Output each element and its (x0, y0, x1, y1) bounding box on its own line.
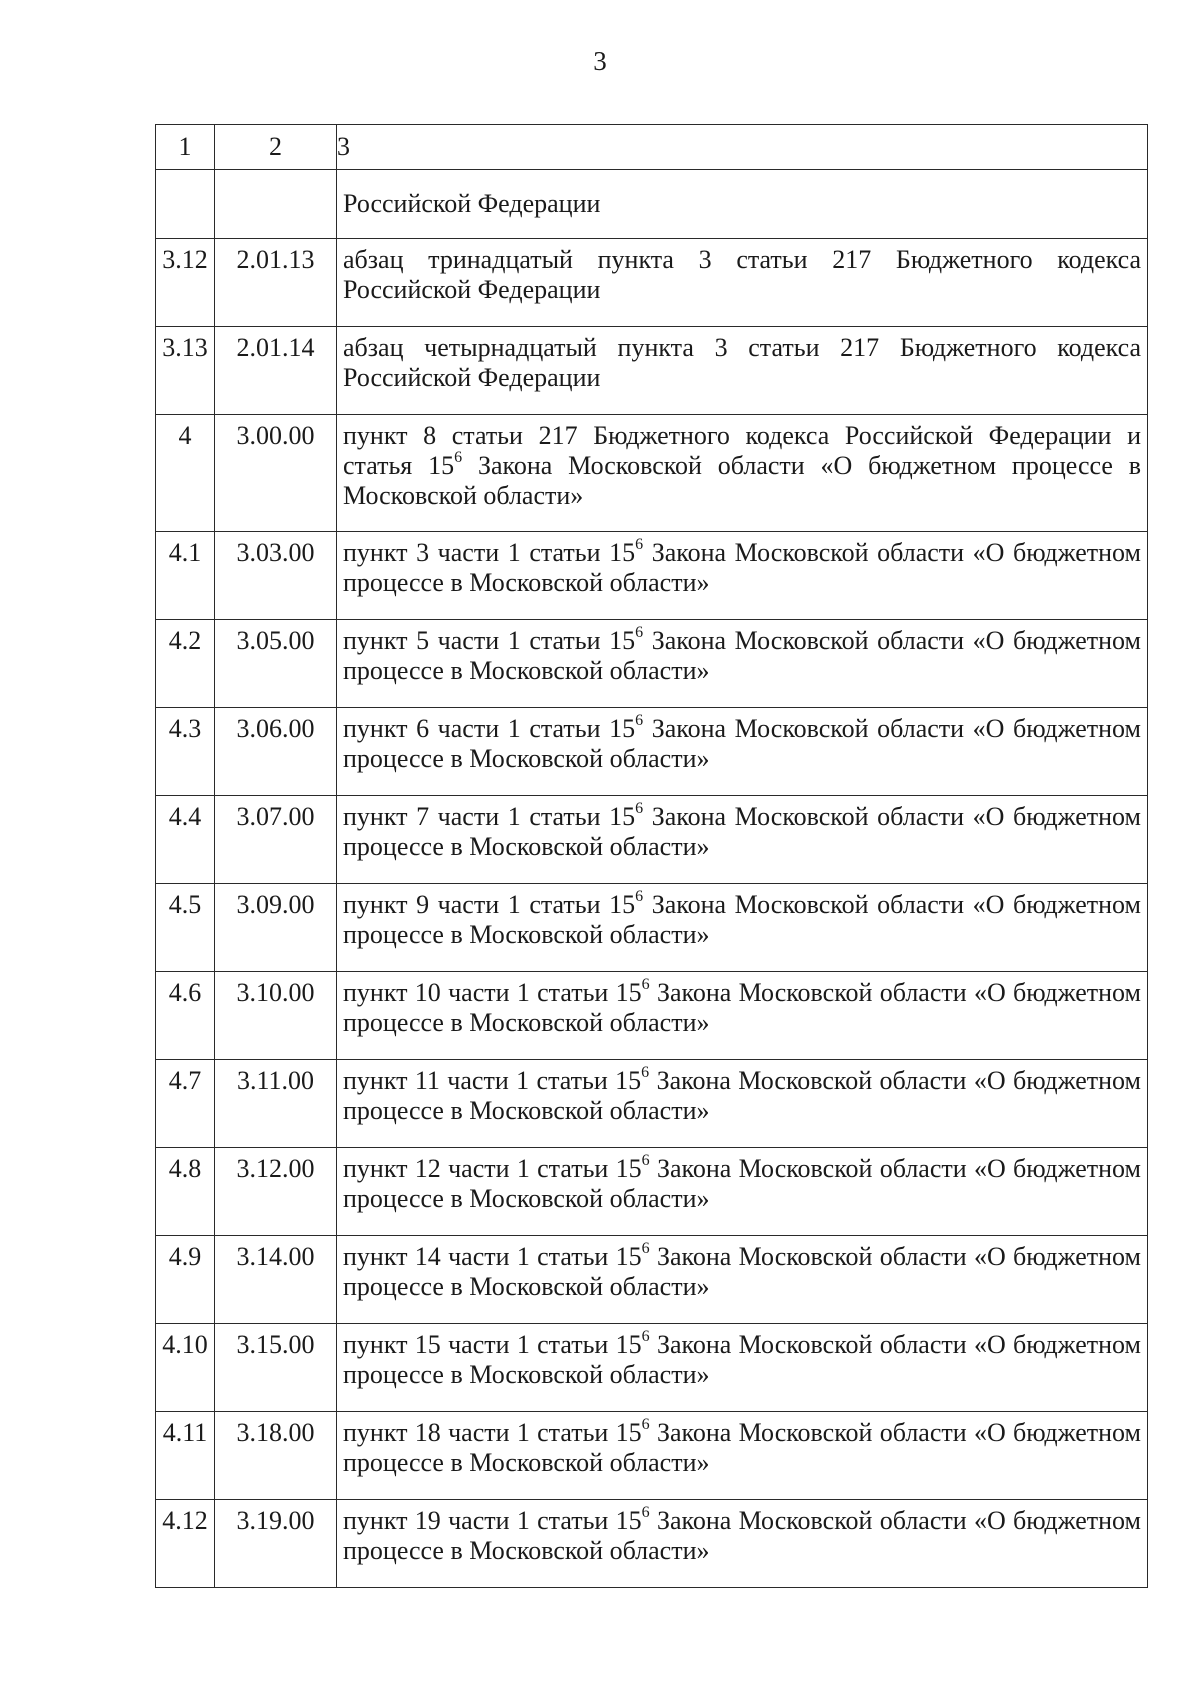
header-row (156, 125, 1148, 170)
row-text-main: пункт 15 части 1 статьи 15 (343, 1330, 642, 1359)
row-text-rest: Закона Московской области «О бюджетном процессе в Московской области» (343, 538, 1141, 597)
row-text (337, 415, 1148, 532)
row-text-rest: Закона Московской области «О бюджетном процессе в Московской области» (343, 1506, 1141, 1565)
row-number: 4.8 (156, 1148, 215, 1236)
row-number: 4.7 (156, 1060, 215, 1148)
row-code: 3.10.00 (215, 972, 337, 1060)
table-row (156, 972, 1148, 1060)
row-text-main: пункт 5 части 1 статьи 15 (343, 626, 636, 655)
table-row (156, 1148, 1148, 1236)
row-text (337, 1148, 1148, 1236)
table-row (156, 1412, 1148, 1500)
table-row (156, 708, 1148, 796)
table-row (156, 415, 1148, 532)
table-row (156, 1500, 1148, 1588)
header-col-3: 3 (337, 125, 1148, 170)
row-text-rest: Закона Московской области «О бюджетном процессе в Московской области» (343, 978, 1141, 1037)
article-superscript: 6 (635, 624, 644, 642)
row-code: 3.06.00 (215, 708, 337, 796)
row-code: 3.14.00 (215, 1236, 337, 1324)
article-superscript: 6 (641, 1240, 650, 1258)
row-text (337, 1060, 1148, 1148)
row-code: 3.09.00 (215, 884, 337, 972)
row-text (337, 620, 1148, 708)
row-text-rest: Закона Московской области «О бюджетном процессе в Московской области» (343, 451, 1141, 510)
table-row (156, 327, 1148, 415)
article-superscript: 6 (641, 1328, 650, 1346)
row-text-main: абзац четырнадцатый пункта 3 статьи 217 Бюджетного кодекса Российской Федерации (343, 333, 1141, 392)
row-code: 3.12.00 (215, 1148, 337, 1236)
row-code: 3.00.00 (215, 415, 337, 532)
row-number: 4.5 (156, 884, 215, 972)
page-number: 3 (593, 46, 607, 76)
row-text-main: пункт 11 части 1 статьи 15 (343, 1066, 642, 1095)
row-code: 2.01.14 (215, 327, 337, 415)
row-code: 3.05.00 (215, 620, 337, 708)
row-number: 3.13 (156, 327, 215, 415)
row-number: 4.1 (156, 532, 215, 620)
row-code: 3.15.00 (215, 1324, 337, 1412)
row-text (337, 1324, 1148, 1412)
table-row (156, 532, 1148, 620)
article-superscript: 6 (641, 1416, 650, 1434)
row-number: 4 (156, 415, 215, 532)
row-code: 3.18.00 (215, 1412, 337, 1500)
row-code: 3.03.00 (215, 532, 337, 620)
row-text (337, 708, 1148, 796)
row-code: 3.19.00 (215, 1500, 337, 1588)
row-text-rest: Закона Московской области «О бюджетном процессе в Московской области» (343, 890, 1141, 949)
table-row (156, 796, 1148, 884)
table-row (156, 239, 1148, 327)
article-superscript: 6 (635, 536, 644, 554)
continuation-text: Российской Федерации (337, 170, 1148, 239)
article-superscript: 6 (454, 449, 463, 467)
article-superscript: 6 (641, 976, 650, 994)
row-text-rest: Закона Московской области «О бюджетном процессе в Московской области» (343, 1418, 1141, 1477)
row-text-main: абзац тринадцатый пункта 3 статьи 217 Бюджетного кодекса Российской Федерации (343, 245, 1141, 304)
row-number: 4.6 (156, 972, 215, 1060)
row-text (337, 884, 1148, 972)
row-text-main: пункт 3 части 1 статьи 15 (343, 538, 636, 567)
continuation-code (215, 170, 337, 239)
row-text (337, 1236, 1148, 1324)
header-col-2: 2 (215, 125, 337, 170)
row-text-main: пункт 10 части 1 статьи 15 (343, 978, 642, 1007)
row-number: 4.4 (156, 796, 215, 884)
row-text-rest: Закона Московской области «О бюджетном процессе в Московской области» (343, 1154, 1141, 1213)
article-superscript: 6 (635, 888, 644, 906)
article-superscript: 6 (641, 1504, 650, 1522)
row-text-rest: Закона Московской области «О бюджетном процессе в Московской области» (343, 714, 1141, 773)
row-text-main: пункт 18 части 1 статьи 15 (343, 1418, 642, 1447)
continuation-num (156, 170, 215, 239)
article-superscript: 6 (641, 1152, 650, 1170)
row-text-rest: Закона Московской области «О бюджетном процессе в Московской области» (343, 1242, 1141, 1301)
row-code: 2.01.13 (215, 239, 337, 327)
row-text-rest: Закона Московской области «О бюджетном процессе в Московской области» (343, 626, 1141, 685)
row-text-rest: Закона Московской области «О бюджетном процессе в Московской области» (343, 802, 1141, 861)
row-code: 3.07.00 (215, 796, 337, 884)
row-text (337, 972, 1148, 1060)
row-text (337, 1500, 1148, 1588)
article-superscript: 6 (635, 712, 644, 730)
row-code: 3.11.00 (215, 1060, 337, 1148)
row-text (337, 532, 1148, 620)
row-text-main: пункт 19 части 1 статьи 15 (343, 1506, 642, 1535)
header-col-1: 1 (156, 125, 215, 170)
row-text-main: пункт 8 статьи 217 Бюджетного кодекса Российской Федерации и статья 15 (343, 421, 1141, 480)
row-number: 3.12 (156, 239, 215, 327)
article-superscript: 6 (641, 1064, 650, 1082)
provisions-table (155, 124, 1148, 1588)
row-text-main: пункт 9 части 1 статьи 15 (343, 890, 636, 919)
row-text-main: пункт 7 части 1 статьи 15 (343, 802, 636, 831)
row-text-main: пункт 14 части 1 статьи 15 (343, 1242, 642, 1271)
row-number: 4.9 (156, 1236, 215, 1324)
row-text-rest: Закона Московской области «О бюджетном процессе в Московской области» (343, 1066, 1141, 1125)
row-number: 4.2 (156, 620, 215, 708)
table-row (156, 1324, 1148, 1412)
row-text (337, 1412, 1148, 1500)
row-text (337, 327, 1148, 415)
row-number: 4.12 (156, 1500, 215, 1588)
row-text (337, 796, 1148, 884)
row-text-main: пункт 6 части 1 статьи 15 (343, 714, 636, 743)
table-row (156, 1236, 1148, 1324)
table-row (156, 884, 1148, 972)
row-number: 4.3 (156, 708, 215, 796)
row-number: 4.11 (156, 1412, 215, 1500)
article-superscript: 6 (635, 800, 644, 818)
row-number: 4.10 (156, 1324, 215, 1412)
table-row (156, 1060, 1148, 1148)
table-row (156, 620, 1148, 708)
continuation-row (156, 170, 1148, 239)
row-text (337, 239, 1148, 327)
row-text-rest: Закона Московской области «О бюджетном процессе в Московской области» (343, 1330, 1141, 1389)
row-text-main: пункт 12 части 1 статьи 15 (343, 1154, 642, 1183)
